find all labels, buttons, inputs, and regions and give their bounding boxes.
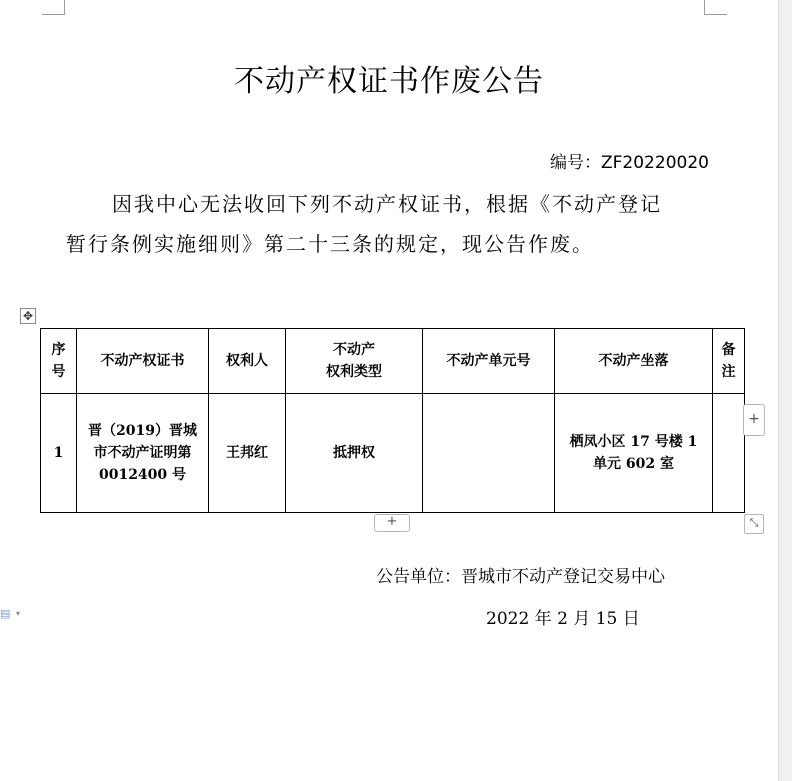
table-cell[interactable] [423, 394, 555, 513]
table-move-handle[interactable] [20, 308, 36, 324]
paragraph-line-1: 因我中心无法收回下列不动产权证书，根据《不动产登记 [112, 192, 662, 216]
document-icon[interactable]: ▤ [0, 607, 11, 620]
page-title: 不动产权证书作废公告 [234, 64, 544, 99]
header-note-1: 备 [721, 342, 736, 358]
header-seq-2: 号 [51, 364, 66, 380]
header-cell: 不动产权证书 [77, 329, 209, 394]
table-cell[interactable]: 王邦红 [209, 394, 286, 513]
header-type-2: 权利类型 [326, 364, 382, 380]
table-resize-handle[interactable] [744, 514, 764, 534]
table-row [41, 394, 745, 513]
table-cell[interactable]: 栖凤小区 17 号楼 1 单元 602 室 [555, 394, 713, 513]
margin-corner-top-right [704, 0, 727, 15]
table-cell[interactable]: 抵押权 [286, 394, 423, 513]
add-row-button[interactable]: + [374, 514, 410, 532]
certificate-table [40, 328, 745, 513]
table-header-row [41, 329, 745, 394]
header-note-2: 注 [721, 364, 736, 380]
table-cell[interactable]: 1 [41, 394, 77, 513]
move-arrows-icon: ✥ [22, 309, 34, 323]
document-number: 编号：ZF20220020 [550, 153, 709, 173]
header-cell: 不动产坐落 [555, 329, 713, 394]
header-cell [41, 329, 77, 394]
header-cell [286, 329, 423, 394]
header-cell: 权利人 [209, 329, 286, 394]
vertical-scrollbar[interactable] [778, 0, 792, 781]
margin-corner-top-left [42, 0, 65, 15]
header-type-1: 不动产 [333, 342, 375, 358]
table-cell[interactable]: 晋（2019）晋城市不动产证明第0012400 号 [77, 394, 209, 513]
paragraph-line-2: 暂行条例实施细则》第二十三条的规定，现公告作废。 [66, 232, 594, 256]
issuing-unit: 公告单位：晋城市不动产登记交易中心 [376, 567, 665, 587]
issue-date: 2022 年 2 月 15 日 [486, 609, 640, 629]
header-cell: 不动产单元号 [423, 329, 555, 394]
add-column-button[interactable]: + [743, 404, 765, 436]
chevron-down-icon[interactable]: ▾ [16, 609, 21, 618]
table-cell[interactable] [713, 394, 745, 513]
announcement-paragraph [66, 184, 716, 264]
resize-diagonal-icon: ⤡ [749, 516, 759, 529]
header-seq-1: 序 [51, 342, 66, 358]
header-cell [713, 329, 745, 394]
